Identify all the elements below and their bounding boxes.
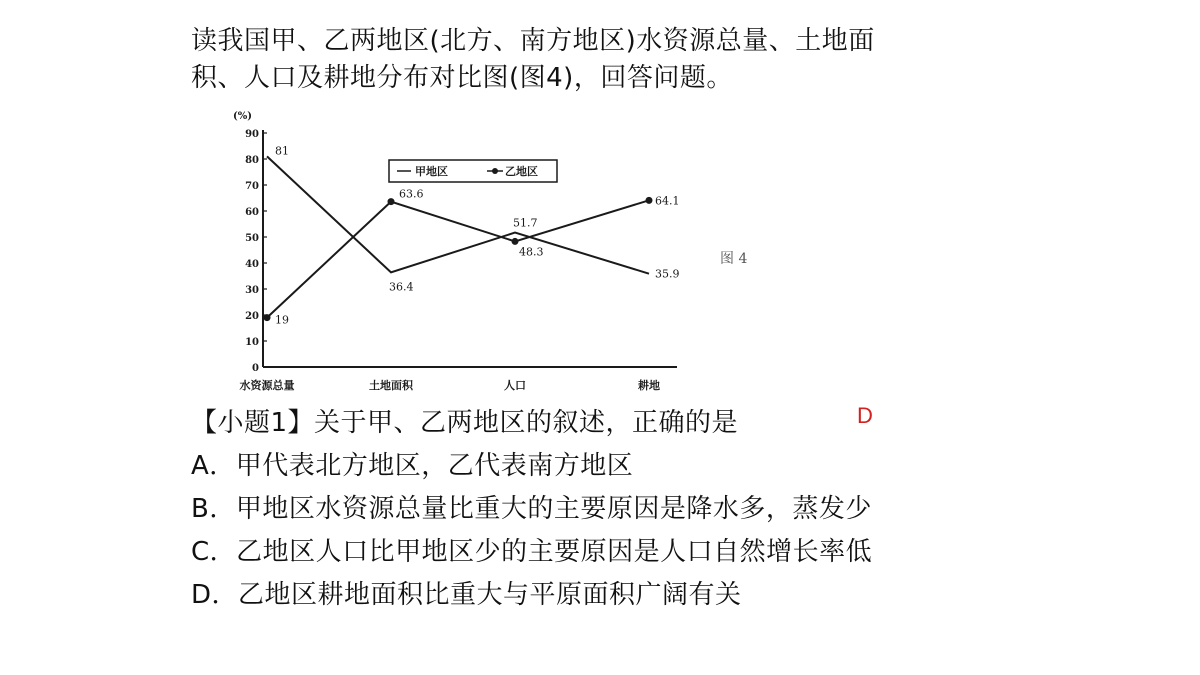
y-tick-label: 50 — [245, 233, 259, 244]
series-point — [512, 238, 519, 245]
y-unit-label: (%) — [233, 111, 252, 122]
x-category-label: 人口 — [504, 379, 526, 392]
data-label: 19 — [275, 313, 289, 327]
data-label: 36.4 — [389, 280, 414, 294]
y-tick-label: 20 — [245, 311, 259, 322]
y-tick-label: 30 — [245, 285, 259, 296]
option-b: B．甲地区水资源总量比重大的主要原因是降水多，蒸发少 — [191, 494, 872, 524]
legend-label: 甲地区 — [415, 165, 448, 178]
series-line — [267, 200, 649, 317]
option-d: D．乙地区耕地面积比重大与平原面积广阔有关 — [191, 580, 742, 610]
y-tick-label: 60 — [245, 207, 259, 218]
series-point — [388, 198, 395, 205]
line-chart — [225, 108, 765, 400]
series-point — [646, 197, 653, 204]
x-category-label: 耕地 — [638, 379, 660, 392]
intro-line-1: 读我国甲、乙两地区(北方、南方地区)水资源总量、土地面 — [191, 26, 875, 56]
answer-mark: D — [857, 403, 873, 428]
y-tick-label: 10 — [245, 337, 259, 348]
data-label: 51.7 — [513, 216, 538, 230]
data-label: 35.9 — [655, 267, 680, 281]
legend — [389, 160, 557, 182]
y-tick-label: 90 — [245, 129, 259, 140]
x-category-label: 土地面积 — [369, 379, 413, 392]
data-label: 64.1 — [655, 194, 680, 208]
data-label: 63.6 — [399, 187, 424, 201]
legend-label: 乙地区 — [505, 165, 538, 178]
intro-line-2: 积、人口及耕地分布对比图(图4)，回答问题。 — [191, 63, 733, 93]
series-point — [264, 314, 271, 321]
x-category-label: 水资源总量 — [239, 379, 295, 392]
legend-swatch-dot — [492, 168, 498, 174]
option-a: A．甲代表北方地区，乙代表南方地区 — [191, 451, 634, 481]
y-tick-label: 70 — [245, 181, 259, 192]
option-c: C．乙地区人口比甲地区少的主要原因是人口自然增长率低 — [191, 537, 873, 567]
data-label: 48.3 — [519, 245, 544, 259]
x-axis-categories — [240, 378, 661, 392]
y-tick-label: 0 — [252, 363, 259, 374]
y-tick-label: 40 — [245, 259, 259, 270]
question-title: 【小题1】关于甲、乙两地区的叙述，正确的是 — [191, 408, 739, 438]
figure-label: 图 4 — [720, 251, 748, 267]
data-label: 81 — [275, 144, 289, 158]
y-tick-label: 80 — [245, 155, 259, 166]
